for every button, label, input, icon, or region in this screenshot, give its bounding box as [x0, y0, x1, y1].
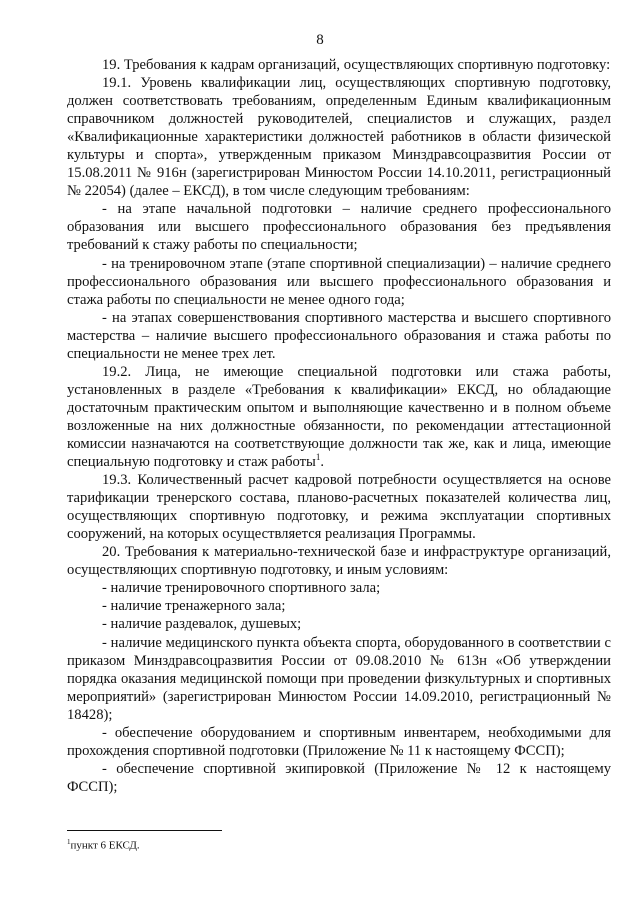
list-item-equipment: - обеспечение оборудованием и спортивным инвентарем, необходимыми для прохождения спортивной подготовки (Приложение № 11 к настоящему ФССП);	[67, 724, 611, 759]
footnote-reference: 1	[315, 452, 321, 463]
list-item-sports-outfit: - обеспечение спортивной экипировкой (Приложение № 12 к настоящему ФССП);	[67, 760, 611, 795]
paragraph-19-2: 19.2. Лица, не имеющие специальной подготовки или стажа работы, установленных в разделе «Требования к квалификации» ЕКСД, но обладающие достаточным практическим опытом и выполняющие качественно и в полном объеме возложенные на них должностные обязанности, по рекомендации аттестационной комиссии назначаются на соответствующие должности так же, как и лица, имеющие специальную подготовку и стаж работы$^1$.	[67, 363, 611, 471]
page-number: 8	[316, 32, 324, 48]
list-item-medical-point: - наличие медицинского пункта объекта спорта, оборудованного в соответствии с приказом Минздравсоцразвития России от 09.08.2010 № 613н «Об утверждении порядка оказания медицинской помощи при проведении физкультурных и спортивных мероприятий» (зарегистрирован Минюстом России 14.09.2010, регистрационный № 18428);	[67, 634, 611, 723]
footnote-divider	[67, 830, 222, 831]
paragraph-19-3: 19.3. Количественный расчет кадровой потребности осуществляется на основе тарификации тренерского состава, планово-расчетных показателей количества лиц, осуществляющих спортивную подготовку, и режима эксплуатации спортивных сооружений, на которых осуществляется реализация Программы.	[67, 472, 611, 543]
document-body	[67, 56, 611, 796]
paragraph-19-1: 19.1. Уровень квалификации лиц, осуществляющих спортивную подготовку, должен соответствовать требованиям, определенным Единым квалификационным справочником должностей руководителей, специалистов и служащих, раздел «Квалификационные характеристики должностей работников в области физической культуры и спорта», утвержденным приказом Минздравсоцразвития России от 15.08.2011 № 916н (зарегистрирован Минюстом России 14.10.2011, регистрационный № 22054) (далее – ЕКСД), в том числе следующим требованиям:	[67, 75, 611, 200]
list-item-training-hall: - наличие тренировочного спортивного зала;	[102, 580, 381, 597]
paragraph-19-2-text: 19.2. Лица, не имеющие специальной подготовки или стажа работы, установленных в разделе «Требования к квалификации» ЕКСД, но обладающие достаточным практическим опытом и выполняющие качественно и в полном объеме возложенные на них должностные обязанности, по рекомендации аттестационной комиссии назначаются на соответствующие должности так же, как и лица, имеющие специальную подготовку и стаж работы	[67, 363, 611, 471]
paragraph-20-19: 19. Требования к кадрам организаций, осуществляющих спортивную подготовку:	[102, 57, 611, 73]
list-item-training-stage: - на тренировочном этапе (этапе спортивной специализации) – наличие среднего профессионального образования или высшего профессионального образования и стажа работы по специальности не менее одного года;	[67, 255, 611, 308]
paragraph-20: 20. Требования к материально-технической базе и инфраструктуре организаций, осуществляющих спортивную подготовку, и иным условиям:	[67, 544, 611, 579]
footnote-marker: 1	[67, 838, 71, 846]
list-item-locker-rooms: - наличие раздевалок, душевых;	[102, 616, 302, 633]
list-item-initial-stage: - на этапе начальной подготовки – наличие среднего профессионального образования или высшего профессионального образования без предъявления требований к стажу работы по специальности;	[67, 201, 611, 254]
footnote	[67, 836, 140, 853]
footnote-text: пункт 6 ЕКСД.	[70, 839, 140, 852]
list-item-mastery-stages: - на этапах совершенствования спортивного мастерства и высшего спортивного мастерства – наличие высшего профессионального образования и стажа работы по специальности не менее трех лет.	[67, 309, 611, 362]
list-item-gym: - наличие тренажерного зала;	[102, 598, 286, 615]
